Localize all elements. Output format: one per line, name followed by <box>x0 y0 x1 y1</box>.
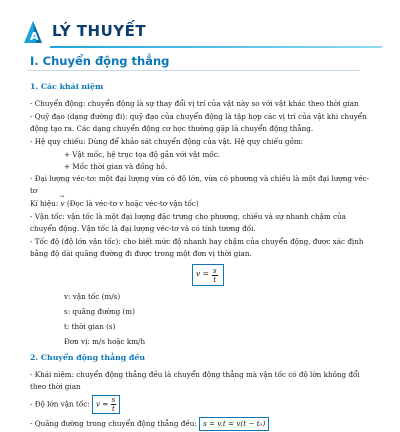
notation-suffix: (Đọc là véc-tơ v hoặc véc-tơ vận tốc) <box>64 199 199 208</box>
paragraph-vector-notation <box>30 198 370 210</box>
legend-units: Đơn vị: m/s hoặc km/h <box>64 337 146 346</box>
formula-denominator: t <box>213 276 217 284</box>
paragraph-vector-quantity: - Đại lượng véc-tơ: một đại lượng vừa có độ lớn, vừa có phương và chiều là một đại lượng véc-tơ <box>30 174 370 195</box>
inline-formula-lhs: v = <box>95 399 109 409</box>
legend-velocity: v: vận tốc (m/s) <box>64 292 121 301</box>
section-divider <box>28 70 360 71</box>
speed-formula-row <box>30 261 370 291</box>
theory-header <box>22 20 382 46</box>
legend-distance: s: quãng đường (m) <box>64 307 135 316</box>
paragraph-velocity: - Vận tốc: vận tốc là một đại lượng đặc trưng cho phương, chiều và sự nhanh chậm của chuyển động. Vận tốc là đại lượng véc-tơ và có tính tương đối. <box>30 212 346 233</box>
vector-v-symbol: → v <box>60 198 64 210</box>
legend-time: t: thời gian (s) <box>64 322 116 331</box>
inline-formula-numerator: s <box>111 396 116 404</box>
paragraph-trajectory: - Quỹ đạo (dạng đường đi): quỹ đạo của chuyển động là tập hợp các vị trí của vật khi chuyển động tạo ra. Các dạng chuyển động cơ học thường gặp là chuyển động thẳng. <box>30 112 367 133</box>
paragraph-uniform-definition: - Khái niệm: chuyển động thẳng đều là chuyển động thẳng mà vận tốc có độ lớn không đổi theo thời gian <box>30 370 360 391</box>
paragraph-reference-frame: - Hệ quy chiếu: Dùng để khảo sát chuyển động của vật. Hệ quy chiếu gồm: <box>30 137 304 146</box>
speed-formula-box <box>192 264 224 286</box>
svg-text:A: A <box>30 30 39 43</box>
paragraph-speed: - Tốc độ (độ lớn vận tốc): cho biết mức độ nhanh hay chậm của chuyển động, được xác định bằng độ dài quãng đường đi được trong một đơn vị thời gian. <box>30 237 364 258</box>
speed-magnitude-formula <box>92 395 120 414</box>
paragraph-motion: - Chuyển động: chuyển động là sự thay đổi vị trí của vật này so với vật khác theo thời gian <box>30 99 359 108</box>
formula-lhs: v = <box>196 269 209 278</box>
subsection-heading-concepts: 1. Các khái niệm <box>30 82 104 91</box>
uniform-distance-label: - Quãng đường trong chuyển động thẳng đều: <box>30 419 200 428</box>
subsection-heading-uniform-motion: 2. Chuyển động thẳng đều <box>30 353 145 362</box>
header-divider <box>50 46 382 48</box>
uniform-distance-formula: s = v.t = v(t − t₀) <box>199 417 269 431</box>
notation-prefix: Kí hiệu: <box>30 199 61 208</box>
page-title: LÝ THUYẾT <box>52 22 147 40</box>
section-title: I. Chuyển động thẳng <box>30 54 170 68</box>
a-badge-icon <box>22 20 44 44</box>
top-band <box>0 0 400 12</box>
main-content <box>30 75 370 432</box>
bullet-time-origin: + Mốc thời gian và đồng hồ. <box>64 162 168 171</box>
speed-magnitude-label: - Độ lớn vận tốc: <box>30 399 92 409</box>
formula-fraction <box>212 267 218 284</box>
formula-numerator: s <box>213 267 217 275</box>
paragraph-speed-magnitude <box>30 395 370 414</box>
paragraph-uniform-distance <box>30 417 370 431</box>
inline-formula-fraction <box>111 396 117 413</box>
bullet-reference-object: + Vật mốc, hệ trục tọa độ gắn với vật mốc. <box>64 150 221 159</box>
inline-formula-denominator: t <box>112 405 115 413</box>
